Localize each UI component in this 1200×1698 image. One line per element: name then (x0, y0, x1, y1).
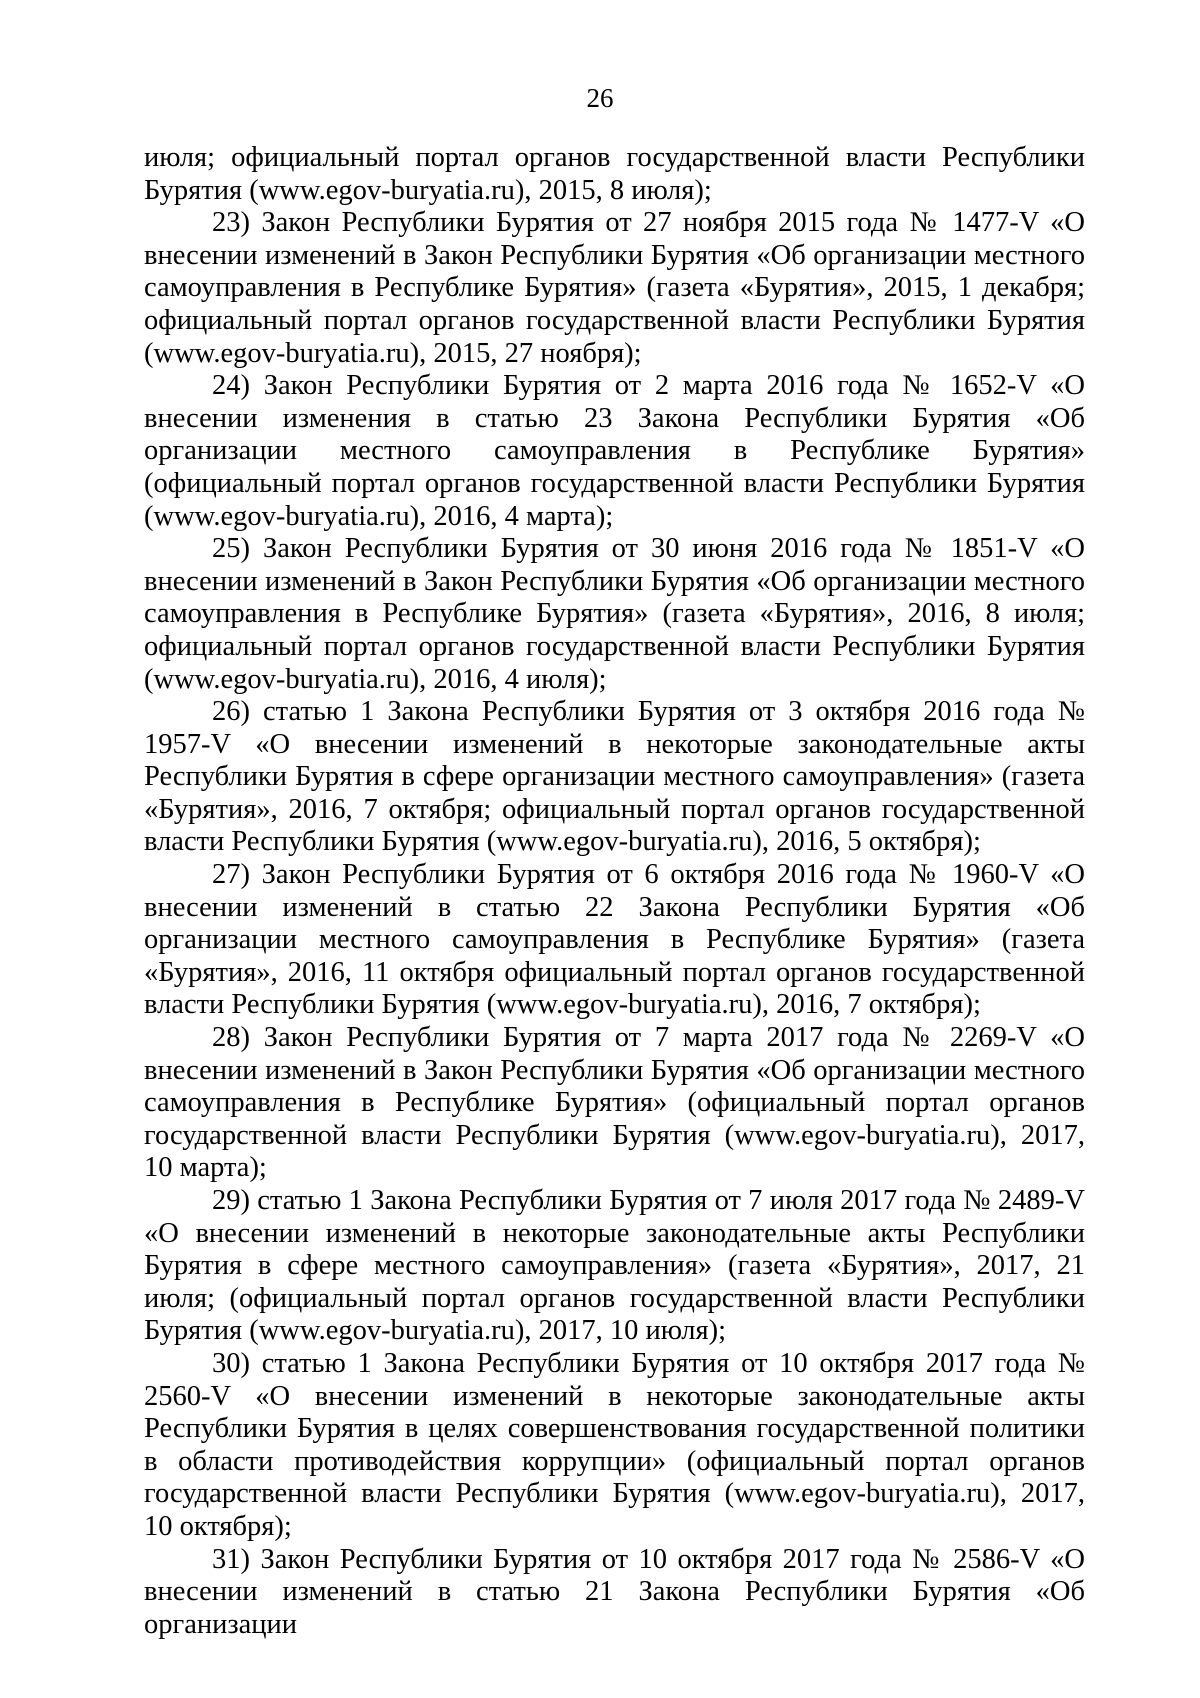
list-item-29: 29) статью 1 Закона Республики Бурятия от 7 июля 2017 года № 2489-V «О внесении изменений в некоторые законодательные акты Республики Бурятия в сфере местного самоуправления» (газета «Бурятия», 2017, 21 июля; (официальный портал органов государственной власти Республики Бурятия (www.egov-buryatia.ru), 2017, 10 июля); (144, 1185, 1085, 1347)
list-item-28: 28) Закон Республики Бурятия от 7 марта 2017 года № 2269-V «О внесении изменений в Закон Республики Бурятия «Об организации местного самоуправления в Республике Бурятия» (официальный портал органов государственной власти Республики Бурятия (www.egov-buryatia.ru), 2017, 10 марта); (144, 1022, 1085, 1184)
list-item-23: 23) Закон Республики Бурятия от 27 ноября 2015 года № 1477-V «О внесении изменений в Закон Республики Бурятия «Об организации местного самоуправления в Республике Бурятия» (газета «Бурятия», 2015, 1 декабря; официальный портал органов государственной власти Республики Бурятия (www.egov-buryatia.ru), 2015, 27 ноября); (144, 207, 1085, 369)
list-item-24: 24) Закон Республики Бурятия от 2 марта 2016 года № 1652-V «О внесении изменения в статью 23 Закона Республики Бурятия «Об организации местного самоуправления в Республике Бурятия» (официальный портал органов государственной власти Республики Бурятия (www.egov-buryatia.ru), 2016, 4 марта); (144, 370, 1085, 532)
list-item-30: 30) статью 1 Закона Республики Бурятия от 10 октября 2017 года № 2560-V «О внесении изменений в некоторые законодательные акты Республики Бурятия в целях совершенствования государственной политики в области противодействия коррупции» (официальный портал органов государственной власти Республики Бурятия (www.egov-buryatia.ru), 2017, 10 октября); (144, 1347, 1085, 1542)
document-body (144, 142, 1085, 1641)
list-item-27: 27) Закон Республики Бурятия от 6 октября 2016 года № 1960-V «О внесении изменений в статью 22 Закона Республики Бурятия «Об организации местного самоуправления в Республике Бурятия» (газета «Бурятия», 2016, 11 октября официальный портал органов государственной власти Республики Бурятия (www.egov-buryatia.ru), 2016, 7 октября); (144, 859, 1085, 1021)
continuation-paragraph: июля; официальный портал органов государственной власти Республики Бурятия (www.egov-buryatia.ru), 2015, 8 июля); (144, 142, 1085, 206)
list-item-25: 25) Закон Республики Бурятия от 30 июня 2016 года № 1851-V «О внесении изменений в Закон Республики Бурятия «Об организации местного самоуправления в Республике Бурятия» (газета «Бурятия», 2016, 8 июля; официальный портал органов государственной власти Республики Бурятия (www.egov-buryatia.ru), 2016, 4 июля); (144, 533, 1085, 695)
list-item-31: 31) Закон Республики Бурятия от 10 октября 2017 года № 2586-V «О внесении изменений в статью 21 Закона Республики Бурятия «Об организации (144, 1543, 1085, 1640)
list-item-26: 26) статью 1 Закона Республики Бурятия от 3 октября 2016 года № 1957-V «О внесении изменений в некоторые законодательные акты Республики Бурятия в сфере организации местного самоуправления» (газета «Бурятия», 2016, 7 октября; официальный портал органов государственной власти Республики Бурятия (www.egov-buryatia.ru), 2016, 5 октября); (144, 696, 1085, 858)
page-number: 26 (586, 83, 614, 113)
